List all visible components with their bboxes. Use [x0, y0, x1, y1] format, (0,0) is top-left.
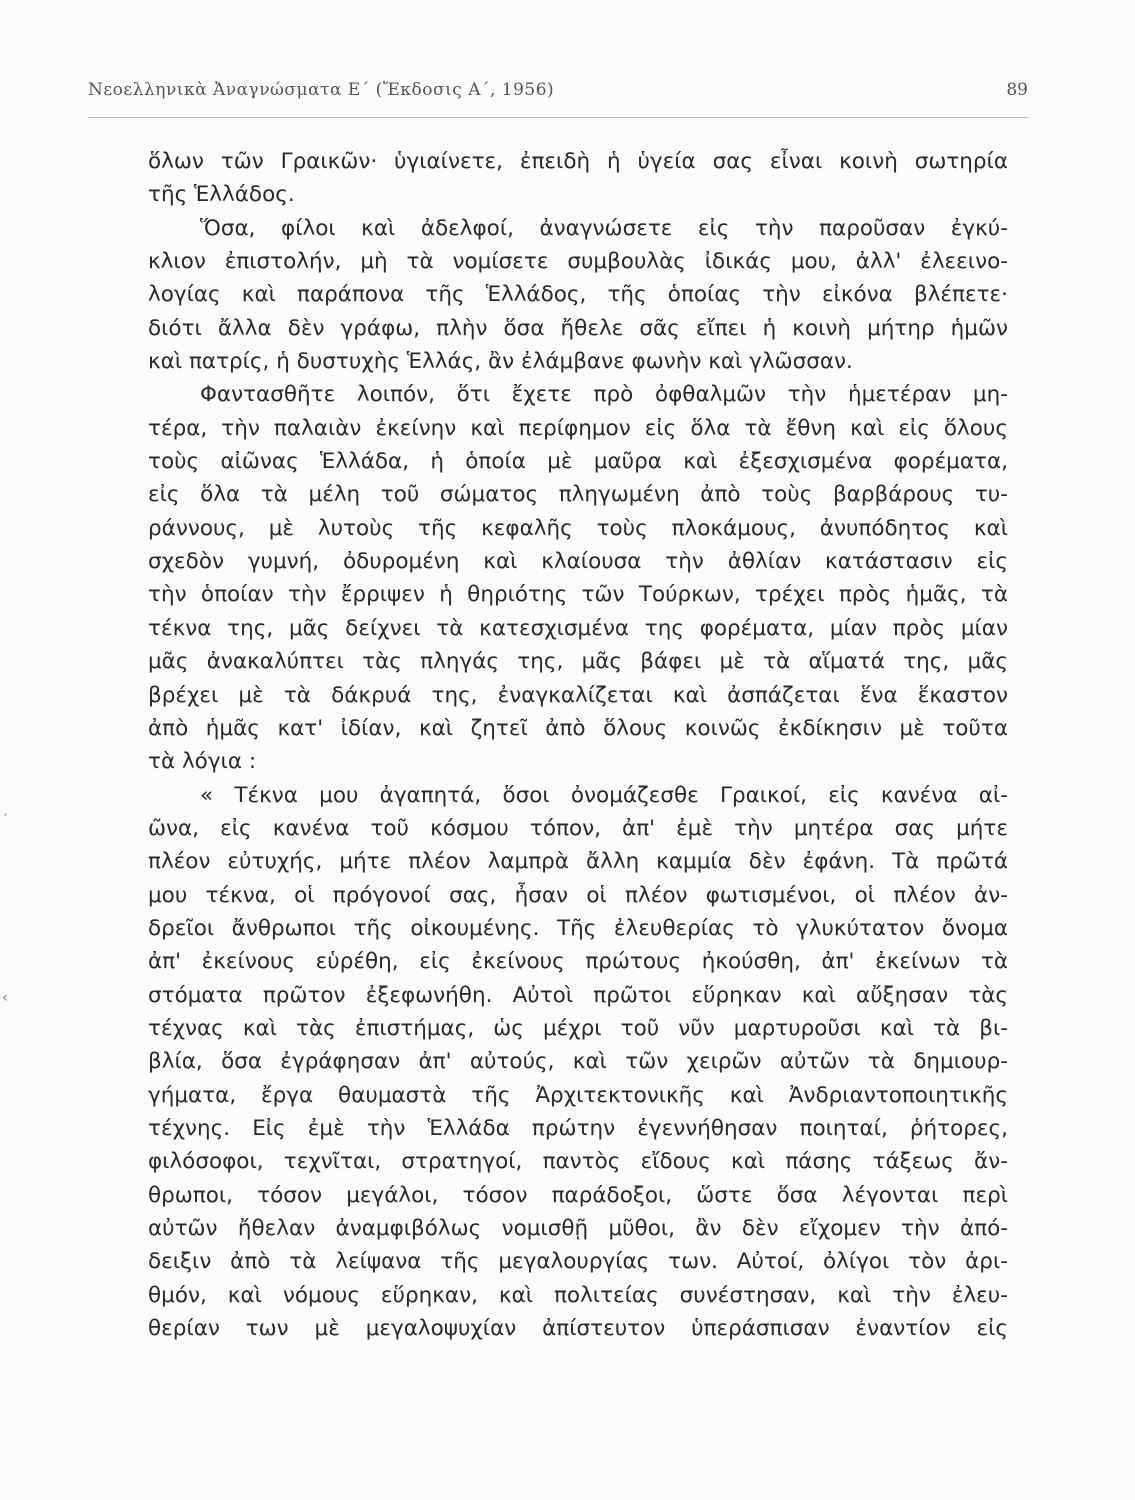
- text-line: μου τέκνα, οἱ πρόγονοί σας, ἦσαν οἱ πλέον φωτισμένοι, οἱ πλέον ἀν-: [148, 882, 1008, 908]
- running-head: [88, 80, 1028, 110]
- header-rule: [88, 117, 1028, 118]
- page-number: 89: [1006, 80, 1028, 100]
- text-line: διότι ἄλλα δὲν γράφω, πλὴν ὅσα ἤθελε σᾶς εἴπει ἡ κοινὴ μήτηρ ἡμῶν: [148, 315, 1008, 341]
- margin-tick-mark: ‹: [2, 990, 8, 1006]
- text-line: μᾶς ἀνακαλύπτει τὰς πληγάς της, μᾶς βάφει μὲ τὰ αἵματά της, μᾶς: [148, 649, 1008, 675]
- text-line: κλιον ἐπιστολήν, μὴ τὰ νομίσετε συμβουλὰς ἰδικάς μου, ἀλλ' ἐλεεινο-: [148, 249, 1008, 275]
- text-line: τέχνας καὶ τὰς ἐπιστήμας, ὡς μέχρι τοῦ νῦν μαρτυροῦσι καὶ τὰ βι-: [148, 1015, 1008, 1041]
- text-line: τῆς Ἑλλάδος.: [148, 182, 295, 208]
- text-line: λογίας καὶ παράπονα τῆς Ἑλλάδος, τῆς ὁποίας τὴν εἰκόνα βλέπετε·: [148, 282, 1008, 308]
- text-line: τὰ λόγια :: [148, 749, 257, 775]
- text-body: [148, 145, 1008, 1345]
- text-line: τὴν ὁποίαν τὴν ἔρριψεν ἡ θηριότης τῶν Τούρκων, τρέχει πρὸς ἡμᾶς, τὰ: [148, 582, 1008, 608]
- text-line: σχεδὸν γυμνή, ὀδυρομένη καὶ κλαίουσα τὴν ἀθλίαν κατάστασιν εἰς: [148, 549, 1008, 575]
- text-line: τοὺς αἰῶνας Ἑλλάδα, ἡ ὁποία μὲ μαῦρα καὶ ἐξεσχισμένα φορέματα,: [148, 449, 1008, 475]
- text-line: ῶνα, εἰς κανένα τοῦ κόσμου τόπον, ἀπ' ἐμὲ τὴν μητέρα σας μήτε: [148, 815, 1008, 841]
- text-line: αὐτῶν ἤθελαν ἀναμφιβόλως νομισθῇ μῦθοι, ἂν δὲν εἴχομεν τὴν ἀπό-: [148, 1216, 1008, 1241]
- text-line: θρωποι, τόσον μεγάλοι, τόσον παράδοξοι, ὥστε ὅσα λέγονται περὶ: [148, 1182, 1008, 1208]
- text-line: πλέον εὐτυχής, μήτε πλέον λαμπρὰ ἄλλη καμμία δὲν ἐφάνη. Τὰ πρῶτά: [148, 849, 1008, 875]
- text-line: θμόν, καὶ νόμους εὕρηκαν, καὶ πολιτείας συνέστησαν, καὶ τὴν ἐλευ-: [148, 1282, 1008, 1308]
- text-line: τέκνα της, μᾶς δείχνει τὰ κατεσχισμένα της φορέματα, μίαν πρὸς μίαν: [148, 615, 1008, 641]
- text-line: ράννους, μὲ λυτοὺς τῆς κεφαλῆς τοὺς πλοκάμους, ἀνυπόδητος καὶ: [148, 515, 1008, 541]
- text-line: ὅλων τῶν Γραικῶν· ὑγιαίνετε, ἐπειδὴ ἡ ὑγεία σας εἶναι κοινὴ σωτηρία: [148, 149, 1008, 174]
- margin-tick-mark: ′: [4, 812, 8, 828]
- text-line: Ὅσα, φίλοι καὶ ἀδελφοί, ἀναγνώσετε εἰς τὴν παροῦσαν ἐγκύ-: [200, 215, 1008, 241]
- text-line: γήματα, ἔργα θαυμαστὰ τῆς Ἀρχιτεκτονικῆς καὶ Ἀνδριαντοποιητικῆς: [148, 1082, 1008, 1108]
- running-title: Νεοελληνικὰ Ἀναγνώσματα Ε΄ (Ἔκδοσις Α΄, 1956): [88, 80, 555, 100]
- text-line: Φαντασθῆτε λοιπόν, ὅτι ἔχετε πρὸ ὀφθαλμῶν τὴν ἡμετέραν μη-: [200, 382, 1008, 408]
- text-line: ἀπ' ἐκείνους εὑρέθη, εἰς ἐκείνους πρώτους ἠκούσθη, ἀπ' ἐκείνων τὰ: [148, 949, 1008, 975]
- text-line: δειξιν ἀπὸ τὰ λείψανα τῆς μεγαλουργίας των. Αὐτοί, ὀλίγοι τὸν ἀρι-: [148, 1249, 1008, 1275]
- text-line: στόματα πρῶτον ἐξεφωνήθη. Αὐτοὶ πρῶτοι εὕρηκαν καὶ αὔξησαν τὰς: [148, 982, 1008, 1008]
- text-line: φιλόσοφοι, τεχνῖται, στρατηγοί, παντὸς εἴδους καὶ πάσης τάξεως ἄν-: [148, 1149, 1008, 1175]
- text-line: βρέχει μὲ τὰ δάκρυά της, ἐναγκαλίζεται καὶ ἀσπάζεται ἕνα ἕκαστον: [148, 682, 1008, 708]
- text-line: ἀπὸ ἡμᾶς κατ' ἰδίαν, καὶ ζητεῖ ἀπὸ ὅλους κοινῶς ἐκδίκησιν μὲ τοῦτα: [148, 715, 1008, 741]
- text-line: βλία, ὅσα ἐγράφησαν ἀπ' αὐτούς, καὶ τῶν χειρῶν αὐτῶν τὰ δημιουρ-: [148, 1049, 1008, 1075]
- text-line: θερίαν των μὲ μεγαλοψυχίαν ἀπίστευτον ὑπεράσπισαν ἐναντίον εἰς: [148, 1316, 1008, 1342]
- text-line: καὶ πατρίς, ἡ δυστυχὴς Ἑλλάς, ἂν ἐλάμβανε φωνὴν καὶ γλῶσσαν.: [148, 349, 853, 375]
- text-line: τέχνης. Εἰς ἐμὲ τὴν Ἑλλάδα πρώτην ἐγεννήθησαν ποιηταί, ῥήτορες,: [148, 1115, 1008, 1141]
- text-line: τέρα, τὴν παλαιὰν ἐκείνην καὶ περίφημον εἰς ὅλα τὰ ἔθνη καὶ εἰς ὅλους: [148, 415, 1008, 441]
- text-line: εἰς ὅλα τὰ μέλη τοῦ σώματος πληγωμένη ἀπὸ τοὺς βαρβάρους τυ-: [148, 482, 1008, 508]
- text-line: δρεῖοι ἄνθρωποι τῆς οἰκουμένης. Τῆς ἐλευθερίας τὸ γλυκύτατον ὄνομα: [148, 915, 1008, 941]
- text-line: « Τέκνα μου ἀγαπητά, ὅσοι ὀνομάζεσθε Γραικοί, εἰς κανένα αἰ-: [200, 782, 1008, 808]
